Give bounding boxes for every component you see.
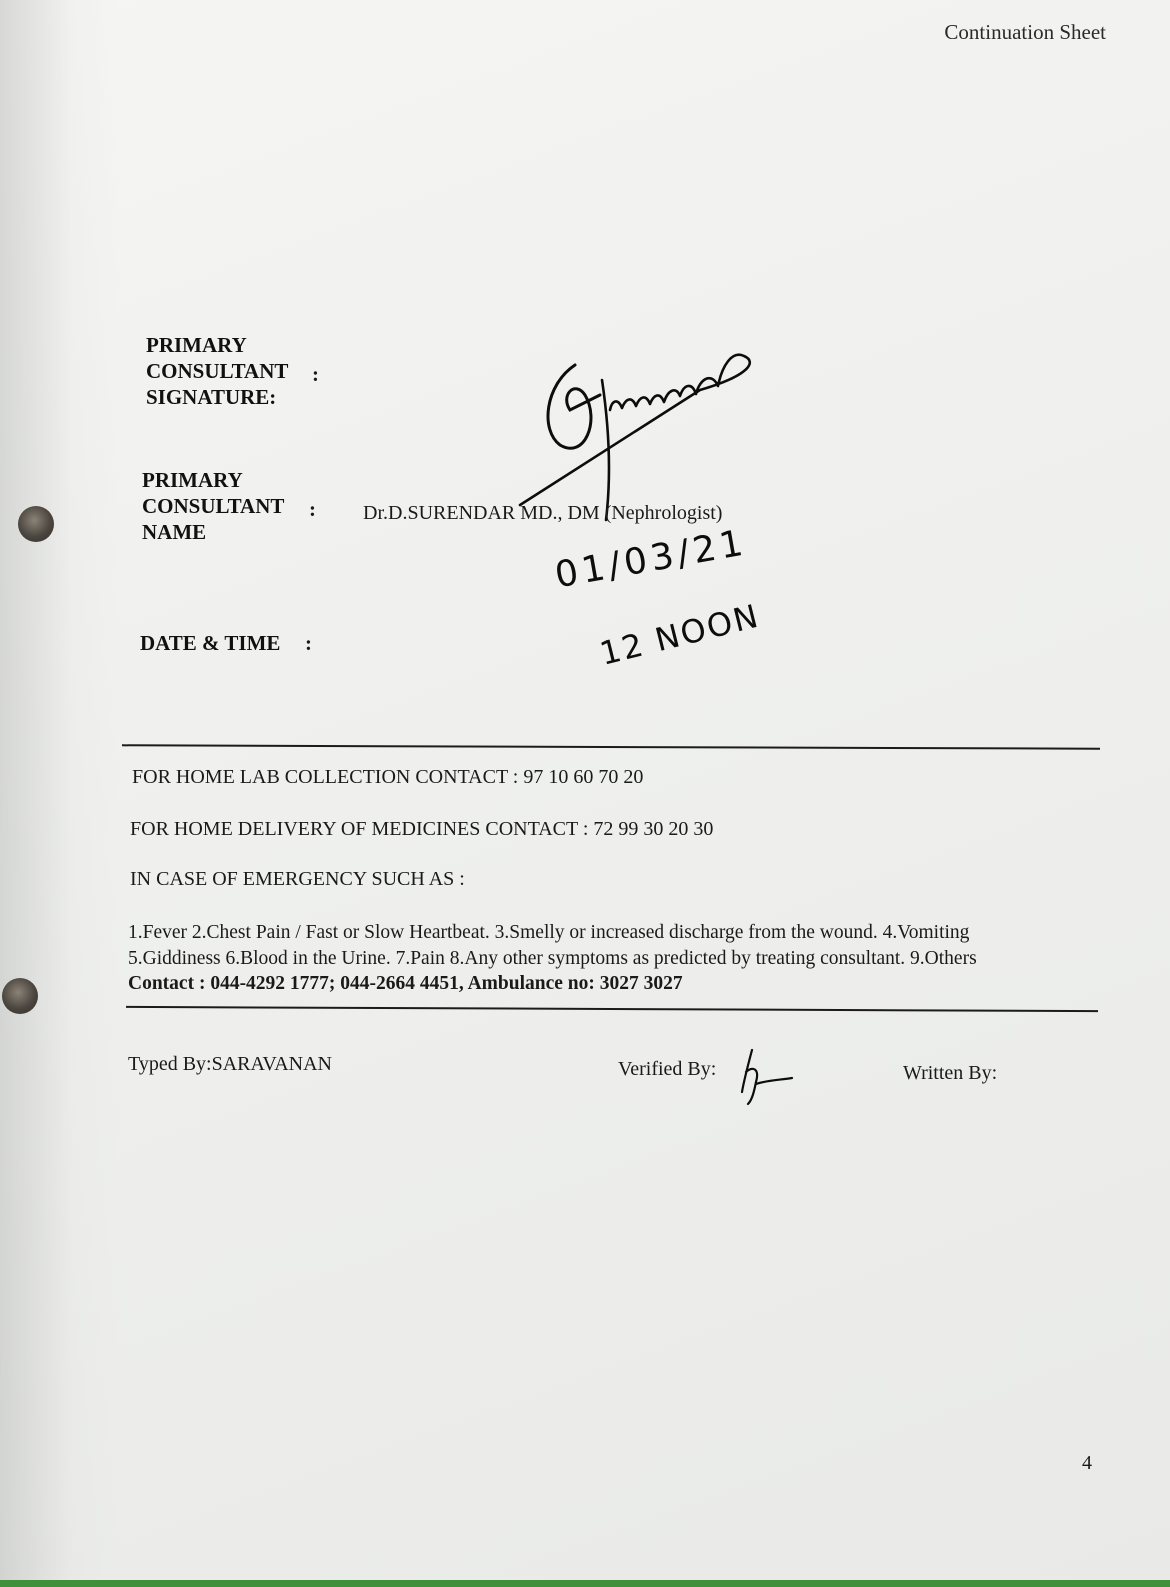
consultant-name: Dr.D.SURENDAR MD., DM (Nephrologist) [363, 502, 723, 524]
signature-label-line-1: PRIMARY [146, 333, 247, 357]
name-colon: : [309, 497, 316, 521]
home-lab-contact: FOR HOME LAB COLLECTION CONTACT : 97 10 60 70 20 [132, 766, 644, 788]
emergency-heading: IN CASE OF EMERGENCY SUCH AS : [130, 868, 465, 890]
typed-by: Typed By:SARAVANAN [128, 1053, 333, 1075]
datetime-colon: : [305, 631, 312, 655]
emergency-line-1: 1.Fever 2.Chest Pain / Fast or Slow Heartbeat. 3.Smelly or increased discharge from the wound. 4.Vomiting [128, 922, 970, 943]
verified-by: Verified By: [618, 1058, 717, 1080]
home-delivery-contact: FOR HOME DELIVERY OF MEDICINES CONTACT : 72 99 30 20 30 [130, 818, 714, 840]
sheet-title: Continuation Sheet [944, 20, 1106, 44]
name-label-line-1: PRIMARY [142, 468, 243, 492]
emergency-contact: Contact : 044-4292 1777; 044-2664 4451, Ambulance no: 3027 3027 [128, 973, 683, 994]
handwritten-time: 12 NOON [596, 596, 764, 673]
name-label-line-3: NAME [142, 520, 207, 544]
datetime-label: DATE & TIME [140, 631, 281, 655]
signature-label-line-2: CONSULTANT [146, 359, 289, 383]
signature-colon: : [312, 362, 319, 386]
handwritten-date: 01/03/21 [552, 522, 750, 597]
bottom-color-bar [0, 1580, 1170, 1587]
signature-label-line-3: SIGNATURE: [146, 385, 277, 409]
page-number: 4 [1082, 1452, 1092, 1474]
emergency-line-2: 5.Giddiness 6.Blood in the Urine. 7.Pain 8.Any other symptoms as predicted by treating consultant. 9.Others [128, 948, 977, 969]
name-label-line-2: CONSULTANT [142, 494, 285, 518]
name-label [142, 467, 284, 545]
written-by: Written By: [903, 1062, 998, 1084]
